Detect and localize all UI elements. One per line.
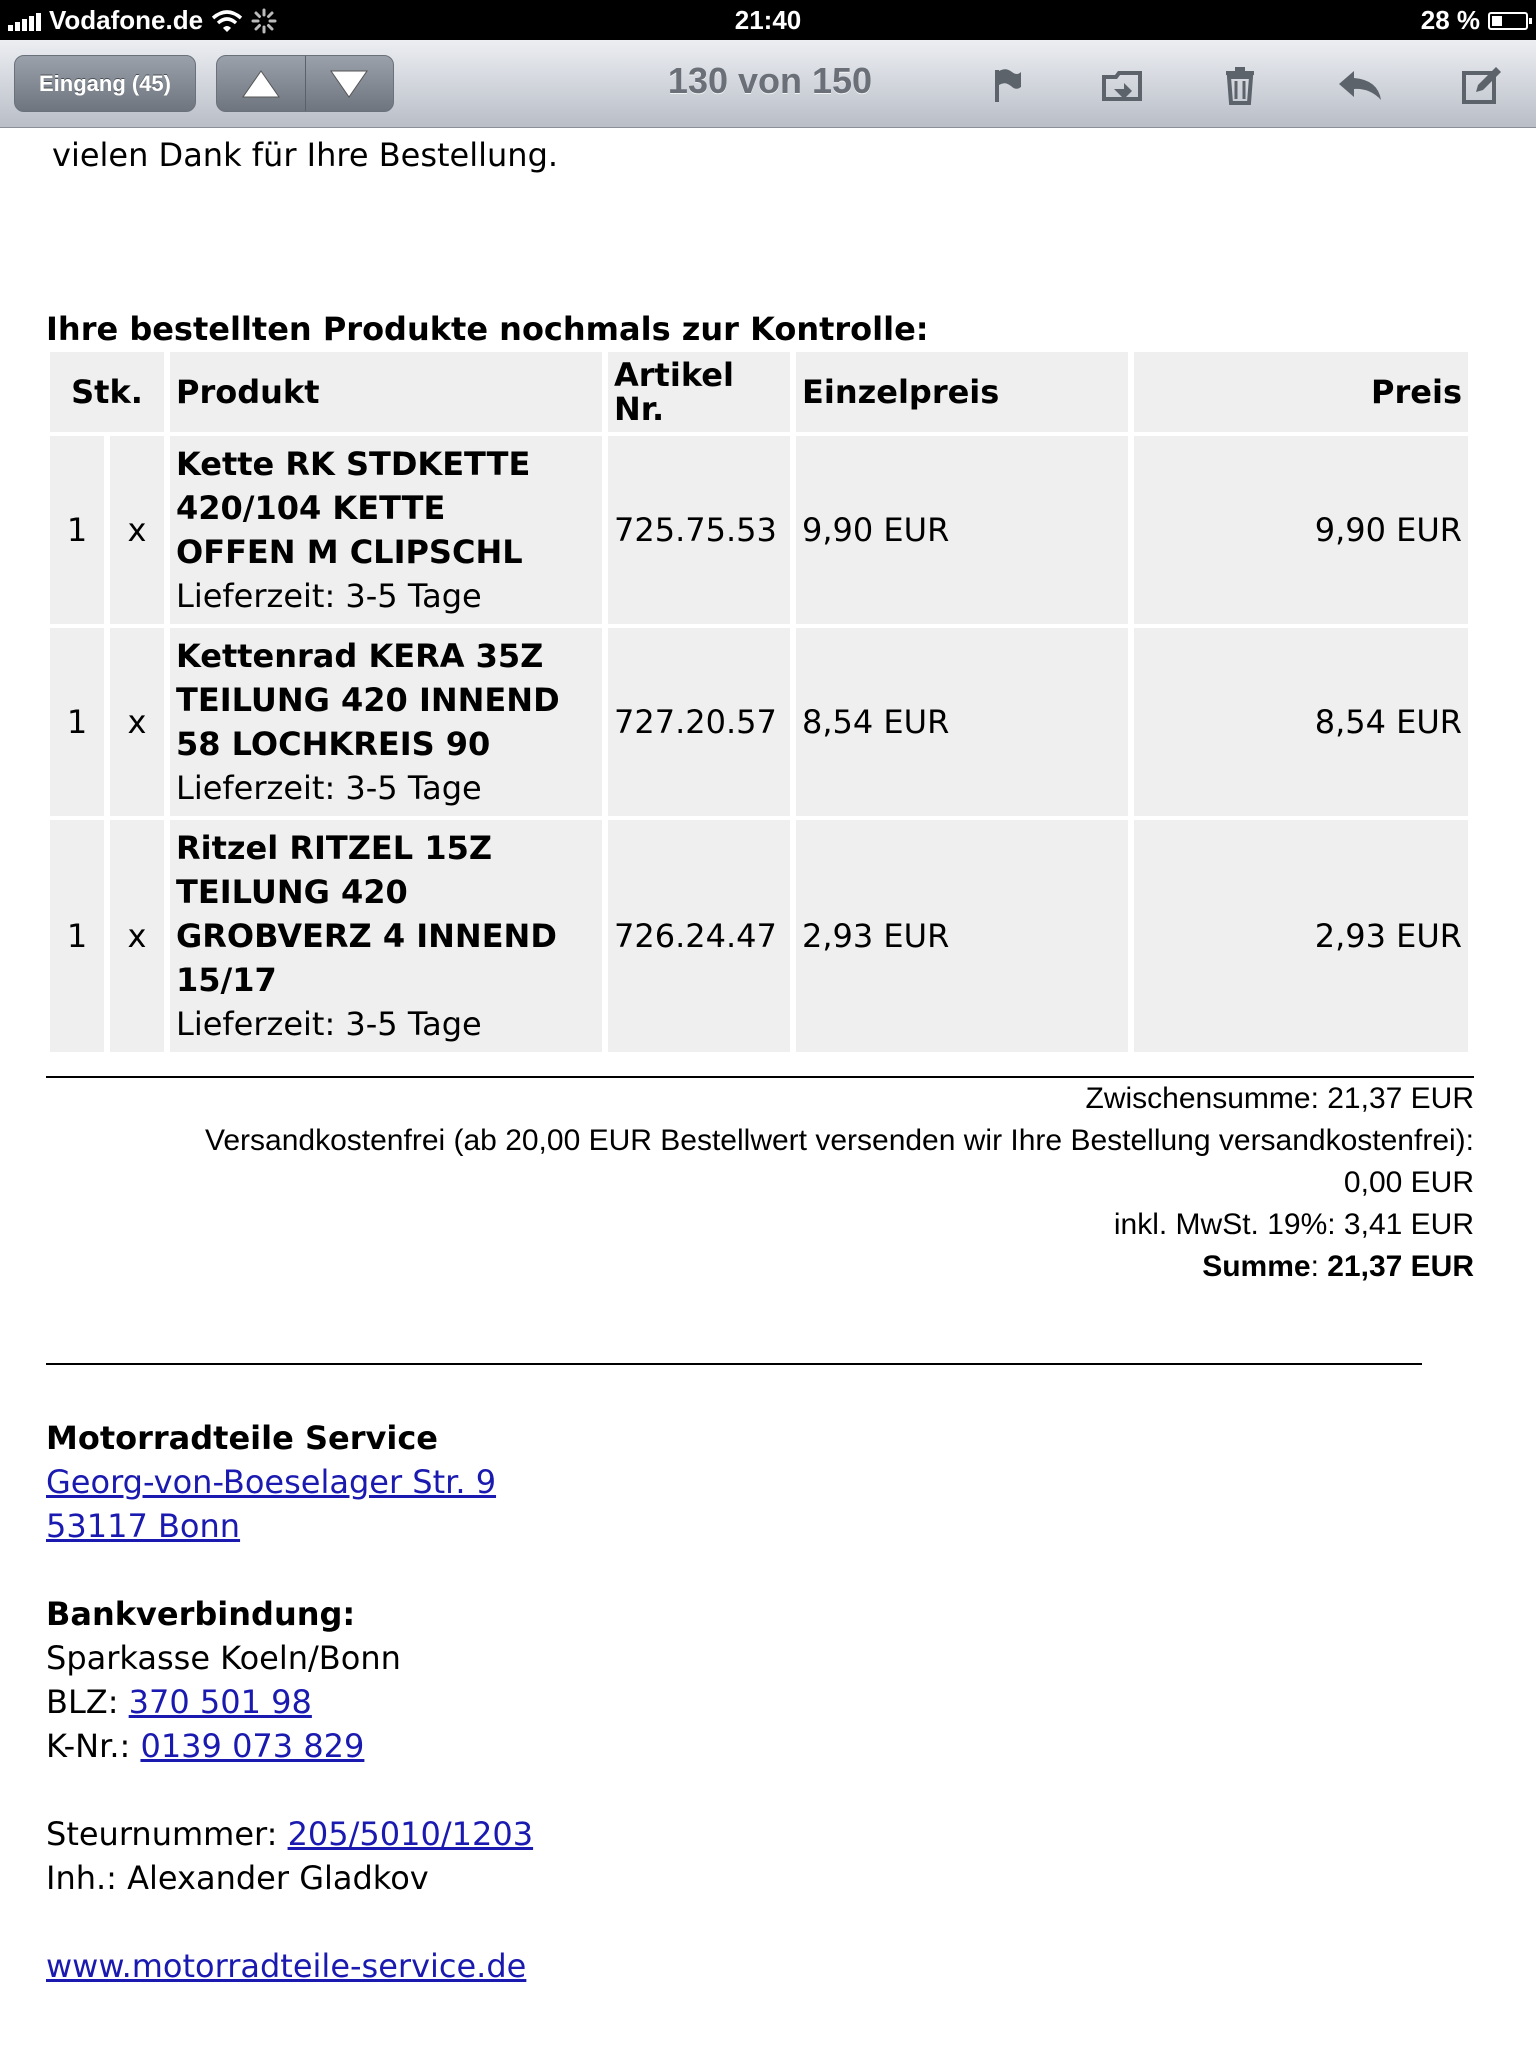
- sum-label: Summe: [1202, 1250, 1311, 1283]
- compose-icon: [1460, 64, 1504, 106]
- status-right: [1421, 5, 1528, 36]
- message-nav-control: [216, 55, 394, 112]
- product-name-line: 420/104 KETTE: [176, 489, 446, 527]
- row-price: 8,54 EUR: [1134, 628, 1468, 816]
- subtotal: Zwischensumme: 21,37 EUR: [1085, 1082, 1474, 1115]
- product-name-line: Ritzel RITZEL 15Z: [176, 829, 493, 867]
- battery-percentage: 28 %: [1420, 5, 1480, 35]
- city-address-link[interactable]: 53117 Bonn: [46, 1507, 241, 1545]
- row-times: x: [110, 820, 164, 1052]
- row-times: x: [110, 628, 164, 816]
- account-number-link[interactable]: 0139 073 829: [140, 1727, 365, 1765]
- bank-name: Sparkasse Koeln/Bonn: [46, 1639, 401, 1677]
- previous-message-button[interactable]: [217, 56, 306, 111]
- delivery-time: Lieferzeit: 3-5 Tage: [176, 769, 482, 807]
- row-unit-price: 9,90 EUR: [796, 436, 1128, 624]
- product-name-line: 58 LOCHKREIS 90: [176, 725, 491, 763]
- product-name-line: 15/17: [176, 961, 277, 999]
- mail-toolbar: [0, 40, 1536, 128]
- trash-icon: [1220, 64, 1260, 106]
- arrow-down-icon: [329, 69, 369, 99]
- row-product: [170, 628, 602, 816]
- order-totals: [14, 1078, 1474, 1288]
- row-qty: 1: [50, 436, 104, 624]
- inbox-button[interactable]: Eingang (45): [14, 55, 196, 112]
- reply-button[interactable]: [1332, 62, 1388, 108]
- header-article: [608, 352, 790, 432]
- battery-icon: [1488, 12, 1528, 30]
- header-price: Preis: [1134, 352, 1468, 432]
- row-article-number: 726.24.47: [608, 820, 790, 1052]
- order-section-title: Ihre bestellten Produkte nochmals zur Kontrolle:: [46, 310, 929, 348]
- status-bar: [0, 0, 1536, 40]
- greeting-text: vielen Dank für Ihre Bestellung.: [52, 136, 559, 174]
- footer-separator: [46, 1363, 1422, 1365]
- product-name-line: OFFEN M CLIPSCHL: [176, 533, 523, 571]
- row-product: [170, 436, 602, 624]
- arrow-up-icon: [241, 69, 281, 99]
- sum-separator: :: [1310, 1250, 1328, 1283]
- delivery-time: Lieferzeit: 3-5 Tage: [176, 577, 482, 615]
- blz-label: BLZ:: [46, 1683, 129, 1721]
- sum-value: 21,37 EUR: [1327, 1250, 1474, 1283]
- product-name-line: TEILUNG 420 INNEND: [176, 681, 560, 719]
- website-link[interactable]: www.motorradteile-service.de: [46, 1947, 527, 1985]
- row-article-number: 727.20.57: [608, 628, 790, 816]
- move-button[interactable]: [1094, 62, 1150, 108]
- header-article-line2: Nr.: [614, 390, 665, 428]
- header-unit-price: Einzelpreis: [796, 352, 1128, 432]
- bank-title: Bankverbindung:: [46, 1595, 356, 1633]
- row-product: [170, 820, 602, 1052]
- delivery-time: Lieferzeit: 3-5 Tage: [176, 1005, 482, 1043]
- compose-button[interactable]: [1454, 62, 1510, 108]
- header-product: Produkt: [170, 352, 602, 432]
- sum-line: [14, 1246, 1474, 1288]
- shipping-text: Versandkostenfrei (ab 20,00 EUR Bestellwert versenden wir Ihre Bestellung versandkostenfrei):: [205, 1124, 1474, 1157]
- mail-footer: [46, 1416, 533, 1988]
- delete-button[interactable]: [1212, 62, 1268, 108]
- owner: Inh.: Alexander Gladkov: [46, 1859, 429, 1897]
- row-price: 2,93 EUR: [1134, 820, 1468, 1052]
- tax-label: Steurnummer:: [46, 1815, 288, 1853]
- row-price: 9,90 EUR: [1134, 436, 1468, 624]
- header-article-line1: Artikel: [614, 356, 734, 394]
- row-times: x: [110, 436, 164, 624]
- vat: inkl. MwSt. 19%: 3,41 EUR: [1113, 1208, 1474, 1241]
- table-row: [50, 628, 1468, 816]
- flag-button[interactable]: [978, 62, 1034, 108]
- shipping-value: 0,00 EUR: [1343, 1166, 1474, 1199]
- clock: 21:40: [734, 5, 802, 35]
- order-table: [44, 348, 1474, 1056]
- table-row: [50, 436, 1468, 624]
- message-counter: 130 von 150: [667, 60, 873, 101]
- product-name-line: Kette RK STDKETTE: [176, 445, 531, 483]
- product-name-line: Kettenrad KERA 35Z: [176, 637, 544, 675]
- product-name-line: TEILUNG 420: [176, 873, 408, 911]
- table-header-row: [50, 352, 1468, 432]
- carrier-name: Vodafone.de: [49, 5, 204, 35]
- blz-link[interactable]: 370 501 98: [128, 1683, 312, 1721]
- row-qty: 1: [50, 820, 104, 1052]
- header-qty: Stk.: [50, 352, 164, 432]
- table-row: [50, 820, 1468, 1052]
- street-address-link[interactable]: Georg-von-Boeselager Str. 9: [46, 1463, 497, 1501]
- move-folder-icon: [1100, 65, 1144, 105]
- account-label: K-Nr.:: [46, 1727, 141, 1765]
- row-article-number: 725.75.53: [608, 436, 790, 624]
- reply-icon: [1336, 67, 1384, 103]
- product-name-line: GROBVERZ 4 INNEND: [176, 917, 557, 955]
- row-unit-price: 2,93 EUR: [796, 820, 1128, 1052]
- row-qty: 1: [50, 628, 104, 816]
- next-message-button[interactable]: [306, 56, 394, 111]
- company-name: Motorradteile Service: [46, 1419, 438, 1457]
- flag-icon: [986, 65, 1026, 105]
- row-unit-price: 8,54 EUR: [796, 628, 1128, 816]
- tax-number-link[interactable]: 205/5010/1203: [287, 1815, 534, 1853]
